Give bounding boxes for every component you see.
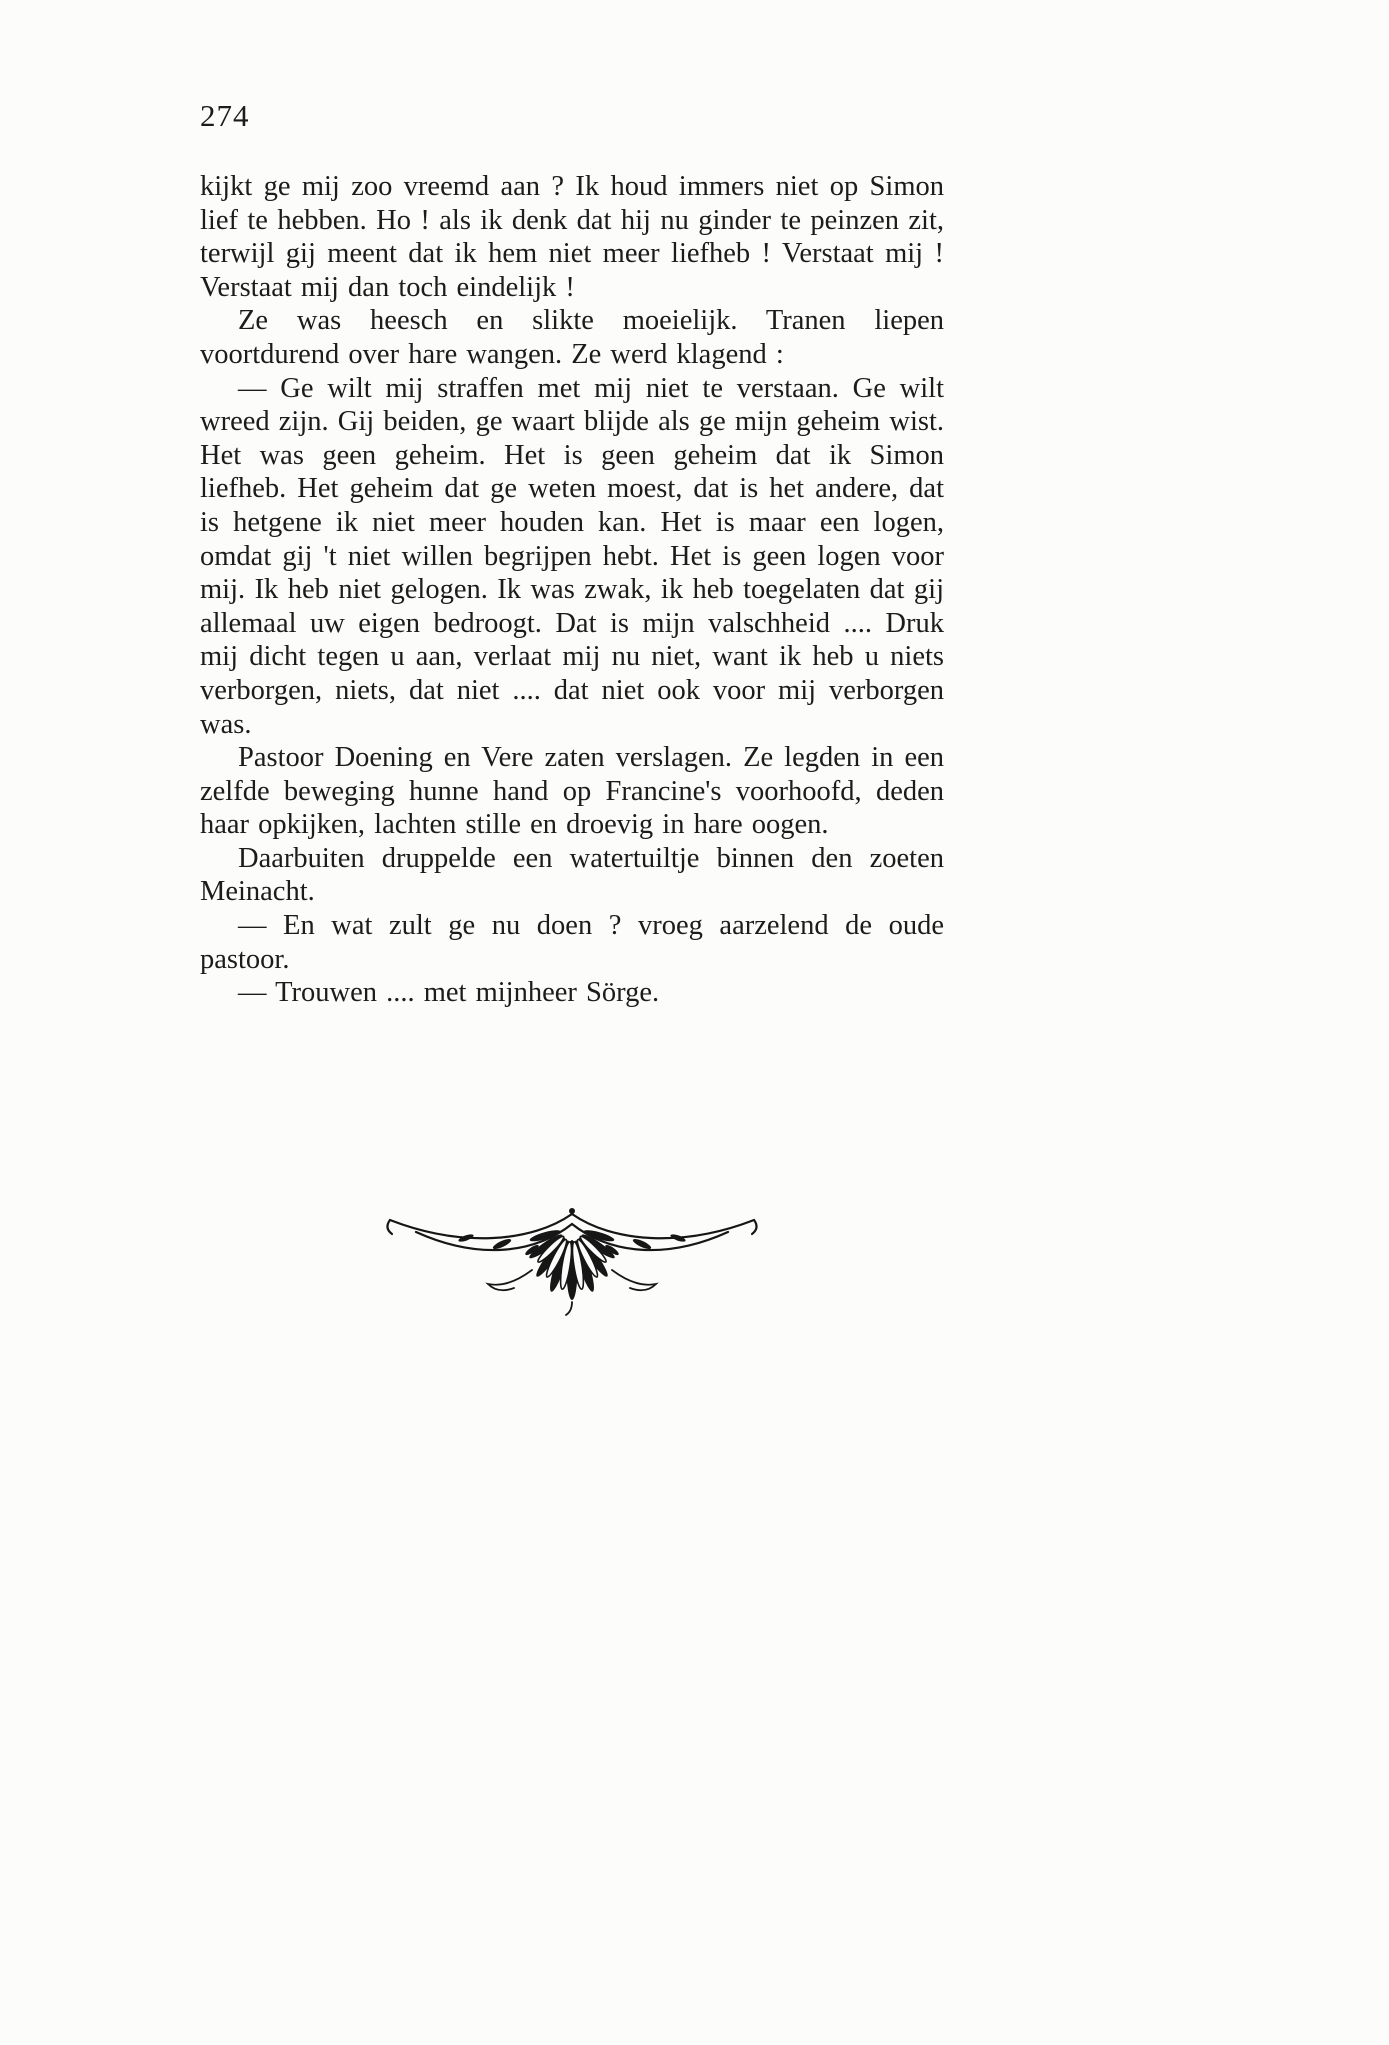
ornament-row bbox=[200, 1198, 944, 1320]
paragraph: — Ge wilt mij straffen met mij niet te verstaan. Ge wilt wreed zijn. Gij beiden, ge waart blijde als ge mijn geheim wist. Het was geen geheim. Het is geen geheim dat ik Simon liefheb. Het geheim dat ge weten moest, dat is het andere, dat is hetgene ik niet meer houden kan. Het is maar een logen, omdat gij 't niet willen begrijpen hebt. Het is geen logen voor mij. Ik heb niet gelogen. Ik was zwak, ik heb toegelaten dat gij allemaal uw eigen bedroogt. Dat is mijn valschheid .... Druk mij dicht tegen u aan, verlaat mij nu niet, want ik heb u niets verborgen, niets, dat niet .... dat niet ook voor mij verborgen was. bbox=[200, 372, 944, 740]
paragraph: Pastoor Doening en Vere zaten verslagen. Ze legden in een zelfde beweging hunne hand op Francine's voorhoofd, deden haar opkijken, lachten stille en droevig in hare oogen. bbox=[200, 742, 944, 841]
floral-tailpiece-ornament bbox=[382, 1198, 762, 1320]
body-text bbox=[200, 170, 944, 1010]
paragraph: — Trouwen .... met mijnheer Sörge. bbox=[238, 977, 660, 1009]
paragraph: — En wat zult ge nu doen ? vroeg aarzelend de oude pastoor. bbox=[200, 910, 944, 975]
page-number: 274 bbox=[200, 98, 250, 133]
paragraph: Daarbuiten druppelde een watertuiltje binnen den zoeten Meinacht. bbox=[200, 842, 944, 908]
paragraph: kijkt ge mij zoo vreemd aan ? Ik houd immers niet op Simon lief te hebben. Ho ! als ik denk dat hij nu ginder te peinzen zit, terwijl gij meent dat ik hem niet meer liefheb ! Verstaat mij ! Verstaat mij dan toch eindelijk ! bbox=[200, 171, 944, 303]
paragraph: Ze was heesch en slikte moeielijk. Tranen liepen voortdurend over hare wangen. Ze werd klagend : bbox=[200, 305, 944, 370]
